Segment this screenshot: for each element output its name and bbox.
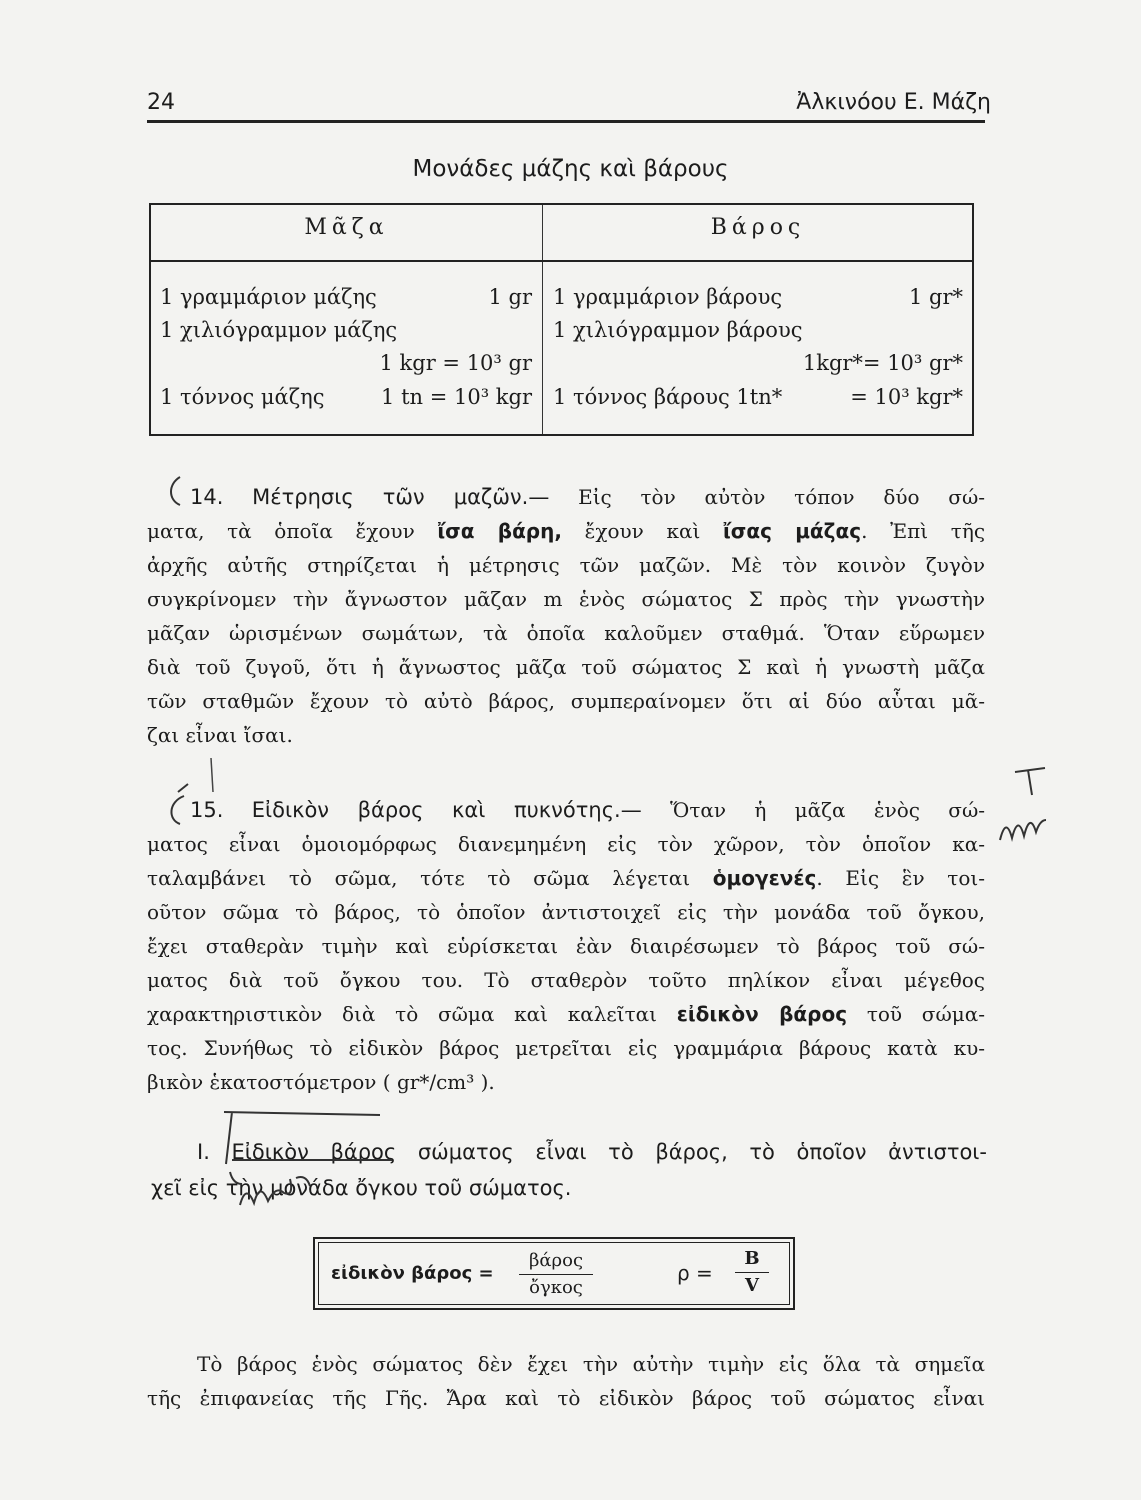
header-rule <box>147 120 985 123</box>
formula-label: εἰδικὸν βάρος = <box>331 1263 494 1284</box>
table-row <box>160 385 532 409</box>
formula-numerator: βάρος <box>528 1250 584 1271</box>
bold-term: εἰδικὸν βάρος <box>676 1002 848 1026</box>
weight-row-label: 1 χιλιόγραμμον βάρους <box>553 318 803 342</box>
pencil-mark-margin <box>1015 768 1045 795</box>
section-15-text: . Εἰς ἓν τοι- <box>816 866 985 890</box>
table-row <box>553 318 963 342</box>
text-line: ματος εἶναι ὁμοιομόρφως διανεμημένη εἰς τὸν χῶρον, τὸν ὁποῖον κα- <box>147 832 985 856</box>
weight-row-value: 1 gr* <box>908 285 963 309</box>
fraction-bar <box>735 1272 769 1273</box>
definition-number: I. <box>197 1140 210 1164</box>
section-14-text: ματα, τὰ ὁποῖα ἔχουν <box>147 519 415 543</box>
pencil-mark-15 <box>171 784 188 824</box>
text-line: Τὸ βάρος ἑνὸς σώματος δὲν ἔχει τὴν αὐτὴν τιμὴν εἰς ὅλα τὰ σημεῖα <box>197 1352 985 1376</box>
text-line: οῦτον σῶμα τὸ βάρος, τὸ ὁποῖον ἀντιστοιχεῖ εἰς τὴν μονάδα τοῦ ὄγκου, <box>147 900 985 924</box>
bold-term: ὁμογενές <box>712 866 817 890</box>
section-14-heading: Μέτρησις τῶν μαζῶν.— <box>252 485 550 509</box>
closing-paragraph <box>147 1347 985 1415</box>
section-15-text: τοῦ σώμα- <box>866 1002 986 1026</box>
text-line: ζαι εἶναι ἴσαι. <box>147 723 293 747</box>
mass-row-value: 1 gr <box>488 285 532 309</box>
section-14-number: 14. <box>190 485 224 509</box>
mass-row-value: 1 kgr = 10³ gr <box>379 351 532 375</box>
formula-box <box>313 1237 795 1310</box>
section-15-body <box>147 827 985 1099</box>
bold-term: ἴσα βάρη, <box>437 519 562 543</box>
page-number: 24 <box>147 90 175 115</box>
text-line: τῶν σταθμῶν ἔχουν τὸ αὐτὸ βάρος, συμπεραίνομεν ὅτι αἱ δύο αὗται μᾶ- <box>147 689 985 713</box>
text-line: διὰ τοῦ ζυγοῦ, ὅτι ἡ ἄγνωστος μᾶζα τοῦ σώματος Σ καὶ ἡ γνωστὴ μᾶζα <box>147 655 985 679</box>
section-14-first-line <box>190 480 985 514</box>
units-table <box>149 203 974 436</box>
fraction-bar <box>519 1274 593 1275</box>
mass-row-label: 1 τόννος μάζης <box>160 385 325 409</box>
mass-row-label: 1 γραμμάριον μάζης <box>160 285 377 309</box>
text-line: τῆς ἐπιφανείας τῆς Γῆς. Ἄρα καὶ τὸ εἰδικὸν βάρος τοῦ σώματος εἶναι <box>147 1386 985 1410</box>
text-line: τος. Συνήθως τὸ εἰδικὸν βάρος μετρεῖται εἰς γραμμάρια βάρους κατὰ κυ- <box>147 1036 985 1060</box>
section-15-text: ταλαμβάνει τὸ σῶμα, τότε τὸ σῶμα λέγεται <box>147 866 691 890</box>
text-line: μᾶζαν ὡρισμένων σωμάτων, τὰ ὁποῖα καλοῦμεν σταθμά. Ὅταν εὕρωμεν <box>147 621 985 645</box>
pencil-mark-14 <box>171 477 180 505</box>
section-15-text: Ὅταν ἡ μᾶζα ἑνὸς σώ- <box>670 798 986 822</box>
formula-fraction-bv <box>735 1247 769 1298</box>
formula-rho: ρ = <box>677 1261 713 1285</box>
pencil-stroke <box>211 758 213 792</box>
mass-row-label: 1 χιλιόγραμμον μάζης <box>160 318 398 342</box>
table-row <box>553 385 963 409</box>
definition-line: χεῖ εἰς τὴν μονάδα ὄγκου τοῦ σώματος. <box>151 1176 572 1200</box>
definition <box>151 1134 987 1206</box>
table-row <box>160 285 532 309</box>
table-row <box>553 285 963 309</box>
table-row <box>160 318 532 342</box>
weight-row-label: 1 τόννος βάρους 1tn* <box>553 385 783 409</box>
mass-column-header: Μᾶζα <box>304 215 389 240</box>
section-14-text: Εἰς τὸν αὐτὸν τόπον δύο σώ- <box>578 485 986 509</box>
formula-fraction <box>519 1249 593 1300</box>
section-14-body <box>147 514 985 752</box>
pencil-scribble-margin <box>1000 820 1046 840</box>
definition-line: Εἰδικὸν βάρος σώματος εἶναι τὸ βάρος, τὸ ὁποῖον ἀντιστοι- <box>231 1140 987 1164</box>
section-15-text: χαρακτηριστικὸν διὰ τὸ σῶμα καὶ καλεῖται <box>147 1002 658 1026</box>
formula-B: B <box>744 1248 760 1269</box>
text-line: ἔχει σταθερὰν τιμὴν καὶ εὑρίσκεται ἐὰν διαιρέσωμεν τὸ βάρος τοῦ σώ- <box>147 934 985 958</box>
weight-row-label: 1 γραμμάριον βάρους <box>553 285 783 309</box>
formula-denominator: ὄγκος <box>529 1277 583 1298</box>
section-14-text: ἔχουν καὶ <box>584 519 701 543</box>
running-header-author: Ἀλκινόου Ε. Μάζη <box>796 90 991 115</box>
weight-row-value: = 10³ kgr* <box>850 385 963 409</box>
formula-V: V <box>745 1275 759 1296</box>
text-line: βικὸν ἑκατοστόμετρον ( gr*/cm³ ). <box>147 1070 495 1094</box>
text-line: συγκρίνομεν τὴν ἄγνωστον μᾶζαν m ἑνὸς σώματος Σ πρὸς τὴν γνωστὴν <box>147 587 985 611</box>
weight-column-header: Βάρος <box>710 215 806 240</box>
section-14-text: . Ἐπὶ τῆς <box>861 519 986 543</box>
mass-row-value: 1 tn = 10³ kgr <box>381 385 532 409</box>
text-line: ματος διὰ τοῦ ὄγκου του. Τὸ σταθερὸν τοῦτο πηλίκον εἶναι μέγεθος <box>147 968 985 992</box>
table-header-divider <box>151 260 972 262</box>
weight-row-value: 1kgr*= 10³ gr* <box>802 351 963 375</box>
section-15-first-line <box>190 793 985 827</box>
table-title: Μονάδες μάζης καὶ βάρους <box>412 156 729 182</box>
text-line: ἀρχῆς αὐτῆς στηρίζεται ἡ μέτρησις τῶν μαζῶν. Μὲ τὸν κοινὸν ζυγὸν <box>147 553 985 577</box>
section-15-heading: Εἰδικὸν βάρος καὶ πυκνότης.— <box>251 798 642 822</box>
bold-term: ἴσας μάζας <box>723 519 862 543</box>
section-15-number: 15. <box>190 798 224 822</box>
